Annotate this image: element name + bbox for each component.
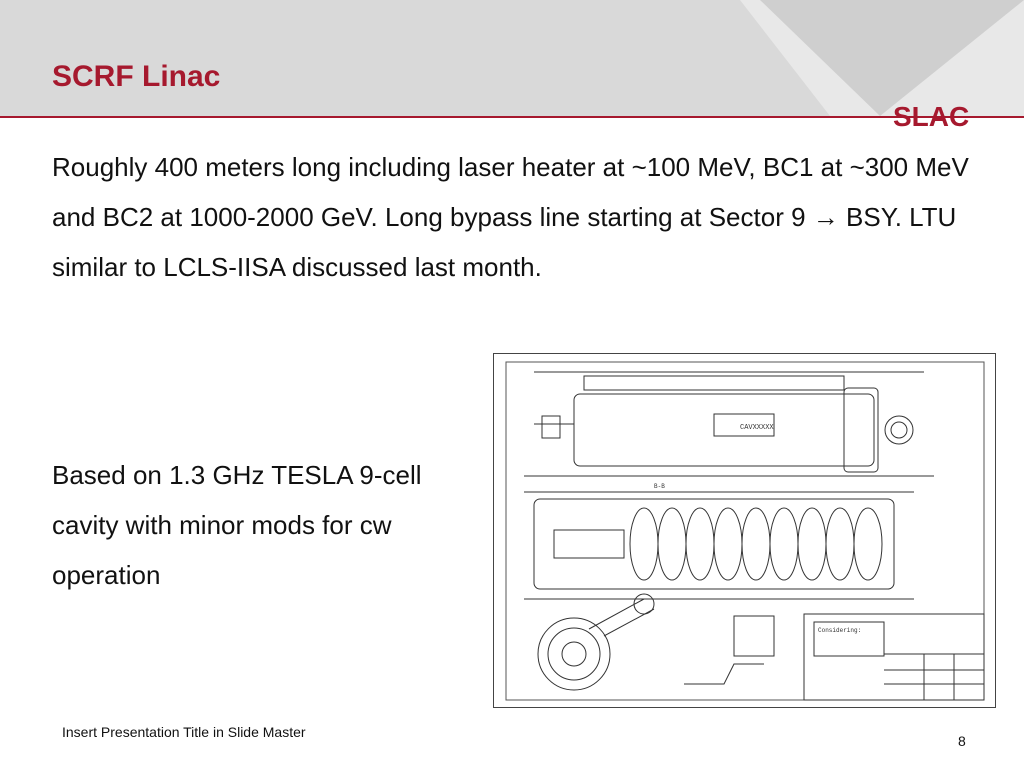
slide-title: SCRF Linac: [52, 60, 221, 93]
cavity-label: CAVXXXXX: [740, 424, 774, 432]
svg-text:SLAC: SLAC: [893, 101, 970, 132]
footer-text: Insert Presentation Title in Slide Master: [62, 724, 306, 740]
nine-cell-cavity-view: [524, 492, 914, 599]
paragraph-1-text: Roughly 400 meters long including laser heater at ~100 MeV, BC1 at ~300 MeV and BC2 at 1000-2000 GeV. Long bypass line starting at Sector 9: [52, 152, 969, 232]
considering-label: Considering:: [818, 627, 862, 634]
body-paragraph-1: [52, 142, 972, 292]
cryostat-side-view: [524, 372, 934, 476]
header-band: [0, 0, 1024, 116]
cavity-end-view: [538, 594, 774, 690]
page-number: 8: [958, 733, 966, 749]
section-label: B-B: [654, 483, 665, 490]
header-decoration: [0, 0, 1024, 116]
arrow-icon: →: [812, 202, 839, 232]
body-paragraph-2: Based on 1.3 GHz TESLA 9-cell cavity with minor mods for cw operation: [52, 460, 422, 590]
drawing-figure: [494, 354, 995, 707]
cavity-engineering-drawing: [493, 353, 996, 708]
slac-logo: [893, 98, 977, 132]
paragraph-1-tail: BSY. LTU similar to LCLS-IISA discussed last month.: [52, 202, 957, 282]
title-rule: [0, 116, 1024, 118]
